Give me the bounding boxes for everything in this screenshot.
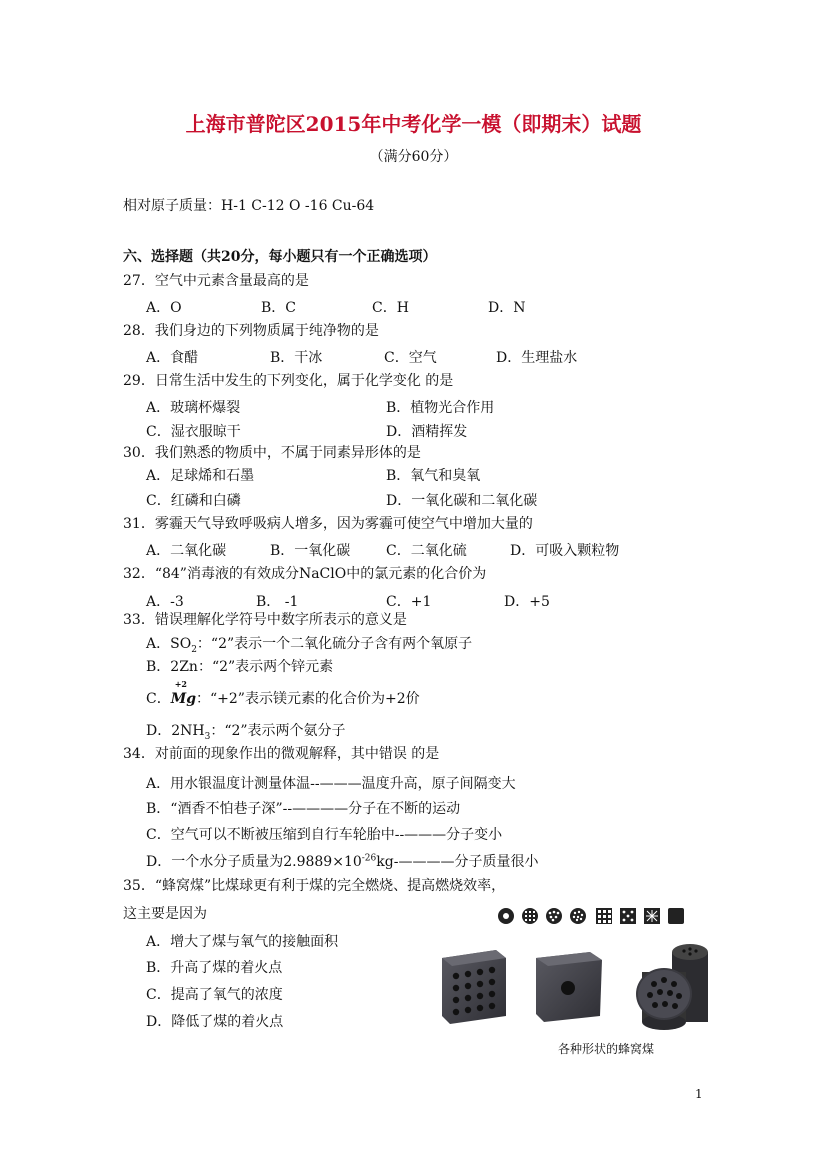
q31-option-c: C．二氧化硫 xyxy=(386,543,467,559)
single-hole-briquette xyxy=(536,952,602,1022)
honeycomb-coal-figure xyxy=(432,900,712,1060)
q34-option-b: B．“酒香不怕巷子深”--————分子在不断的运动 xyxy=(146,801,461,817)
q28-option-d: D．生理盐水 xyxy=(496,350,578,366)
magnesium-valence-symbol: +2 Mg xyxy=(170,679,197,707)
q29-option-d: D．酒精挥发 xyxy=(386,424,468,440)
full-score: （满分60分） xyxy=(369,149,458,165)
q31-option-a: A．二氧化碳 xyxy=(146,543,227,559)
q31-option-d: D．可吸入颗粒物 xyxy=(510,543,620,559)
atomic-mass-note: 相对原子质量：H-1 C-12 O -16 Cu-64 xyxy=(123,198,375,214)
cross-section-icons xyxy=(498,908,684,924)
q33-option-c: C． +2 Mg：“+2”表示镁元素的化合价为+2价 xyxy=(146,679,420,707)
q29-option-b: B．植物光合作用 xyxy=(386,400,495,416)
q32-option-d: D．+5 xyxy=(504,594,550,610)
q30-option-a: A．足球烯和石墨 xyxy=(146,468,255,484)
q35-option-d: D．降低了煤的着火点 xyxy=(146,1014,284,1030)
q34-option-d: D．一个水分子质量为$2.9889\times 10^{-26}kg-————$分子质量很小 xyxy=(146,853,539,870)
q28-option-b: B．干冰 xyxy=(270,350,323,366)
q29-option-a: A．玻璃杯爆裂 xyxy=(146,400,241,416)
q33-option-d: D．$2NH_3$：“2”表示两个氨分子 xyxy=(146,723,346,742)
page-number: 1 xyxy=(695,1087,703,1101)
question-31: 31．雾霾天气导致呼吸病人增多，因为雾霾可使空气中增加大量的 xyxy=(123,516,533,532)
q35-option-c: C．提高了氧气的浓度 xyxy=(146,987,283,1003)
question-32: 32．“84”消毒液的有效成分NaClO中的氯元素的化合价为 xyxy=(123,566,487,582)
question-35: 35．“蜂窝煤”比煤球更有利于煤的完全燃烧、提高燃烧效率， xyxy=(123,878,506,894)
q28-option-c: C．空气 xyxy=(384,350,437,366)
question-27: 27．空气中元素含量最高的是 xyxy=(123,273,309,289)
question-28: 28．我们身边的下列物质属于纯净物的是 xyxy=(123,323,379,339)
q27-option-c: C．H xyxy=(372,300,409,316)
q33-option-a: A．$SO_2$：“2”表示一个二氧化硫分子含有两个氧原子 xyxy=(146,636,473,655)
q35-option-a: A．增大了煤与氧气的接触面积 xyxy=(146,934,339,950)
question-30: 30．我们熟悉的物质中，不属于同素异形体的是 xyxy=(123,445,421,461)
q34-option-c: C．空气可以不断被压缩到自行车轮胎中--———分子变小 xyxy=(146,827,503,843)
q27-option-a: A．O xyxy=(146,300,182,316)
q30-option-c: C．红磷和白磷 xyxy=(146,493,241,509)
q35-option-b: B．升高了煤的着火点 xyxy=(146,960,283,976)
question-34: 34．对前面的现象作出的微观解释，其中错误 的是 xyxy=(123,746,440,762)
section-heading: 六、选择题（共20分，每小题只有一个正确选项） xyxy=(123,249,437,265)
figure-caption: 各种形状的蜂窝煤 xyxy=(558,1042,655,1056)
q32-option-c: C．+1 xyxy=(386,594,432,610)
question-35-line2: 这主要是因为 xyxy=(123,906,207,922)
q29-option-c: C．湿衣服晾干 xyxy=(146,424,241,440)
q33-option-b: B．2Zn：“2”表示两个锌元素 xyxy=(146,659,334,675)
q27-option-d: D．N xyxy=(488,300,526,316)
q30-option-b: B．氧气和臭氧 xyxy=(386,468,481,484)
q32-option-a: A．-3 xyxy=(146,594,184,610)
square-briquette xyxy=(442,950,506,1024)
q30-option-d: D．一氧化碳和二氧化碳 xyxy=(386,493,538,509)
question-29: 29．日常生活中发生的下列变化，属于化学变化 的是 xyxy=(123,373,454,389)
q31-option-b: B．一氧化碳 xyxy=(270,543,351,559)
q32-option-b: B． -1 xyxy=(256,594,299,610)
page-title: 上海市普陀区2015年中考化学一模（即期末）试题 xyxy=(185,112,642,136)
question-33: 33．错误理解化学符号中数字所表示的意义是 xyxy=(123,612,407,628)
q34-option-a: A．用水银温度计测量体温--———温度升高，原子间隔变大 xyxy=(146,776,516,792)
q27-option-b: B．C xyxy=(261,300,296,316)
cylinder-briquettes xyxy=(636,944,708,1030)
q28-option-a: A．食醋 xyxy=(146,350,199,366)
